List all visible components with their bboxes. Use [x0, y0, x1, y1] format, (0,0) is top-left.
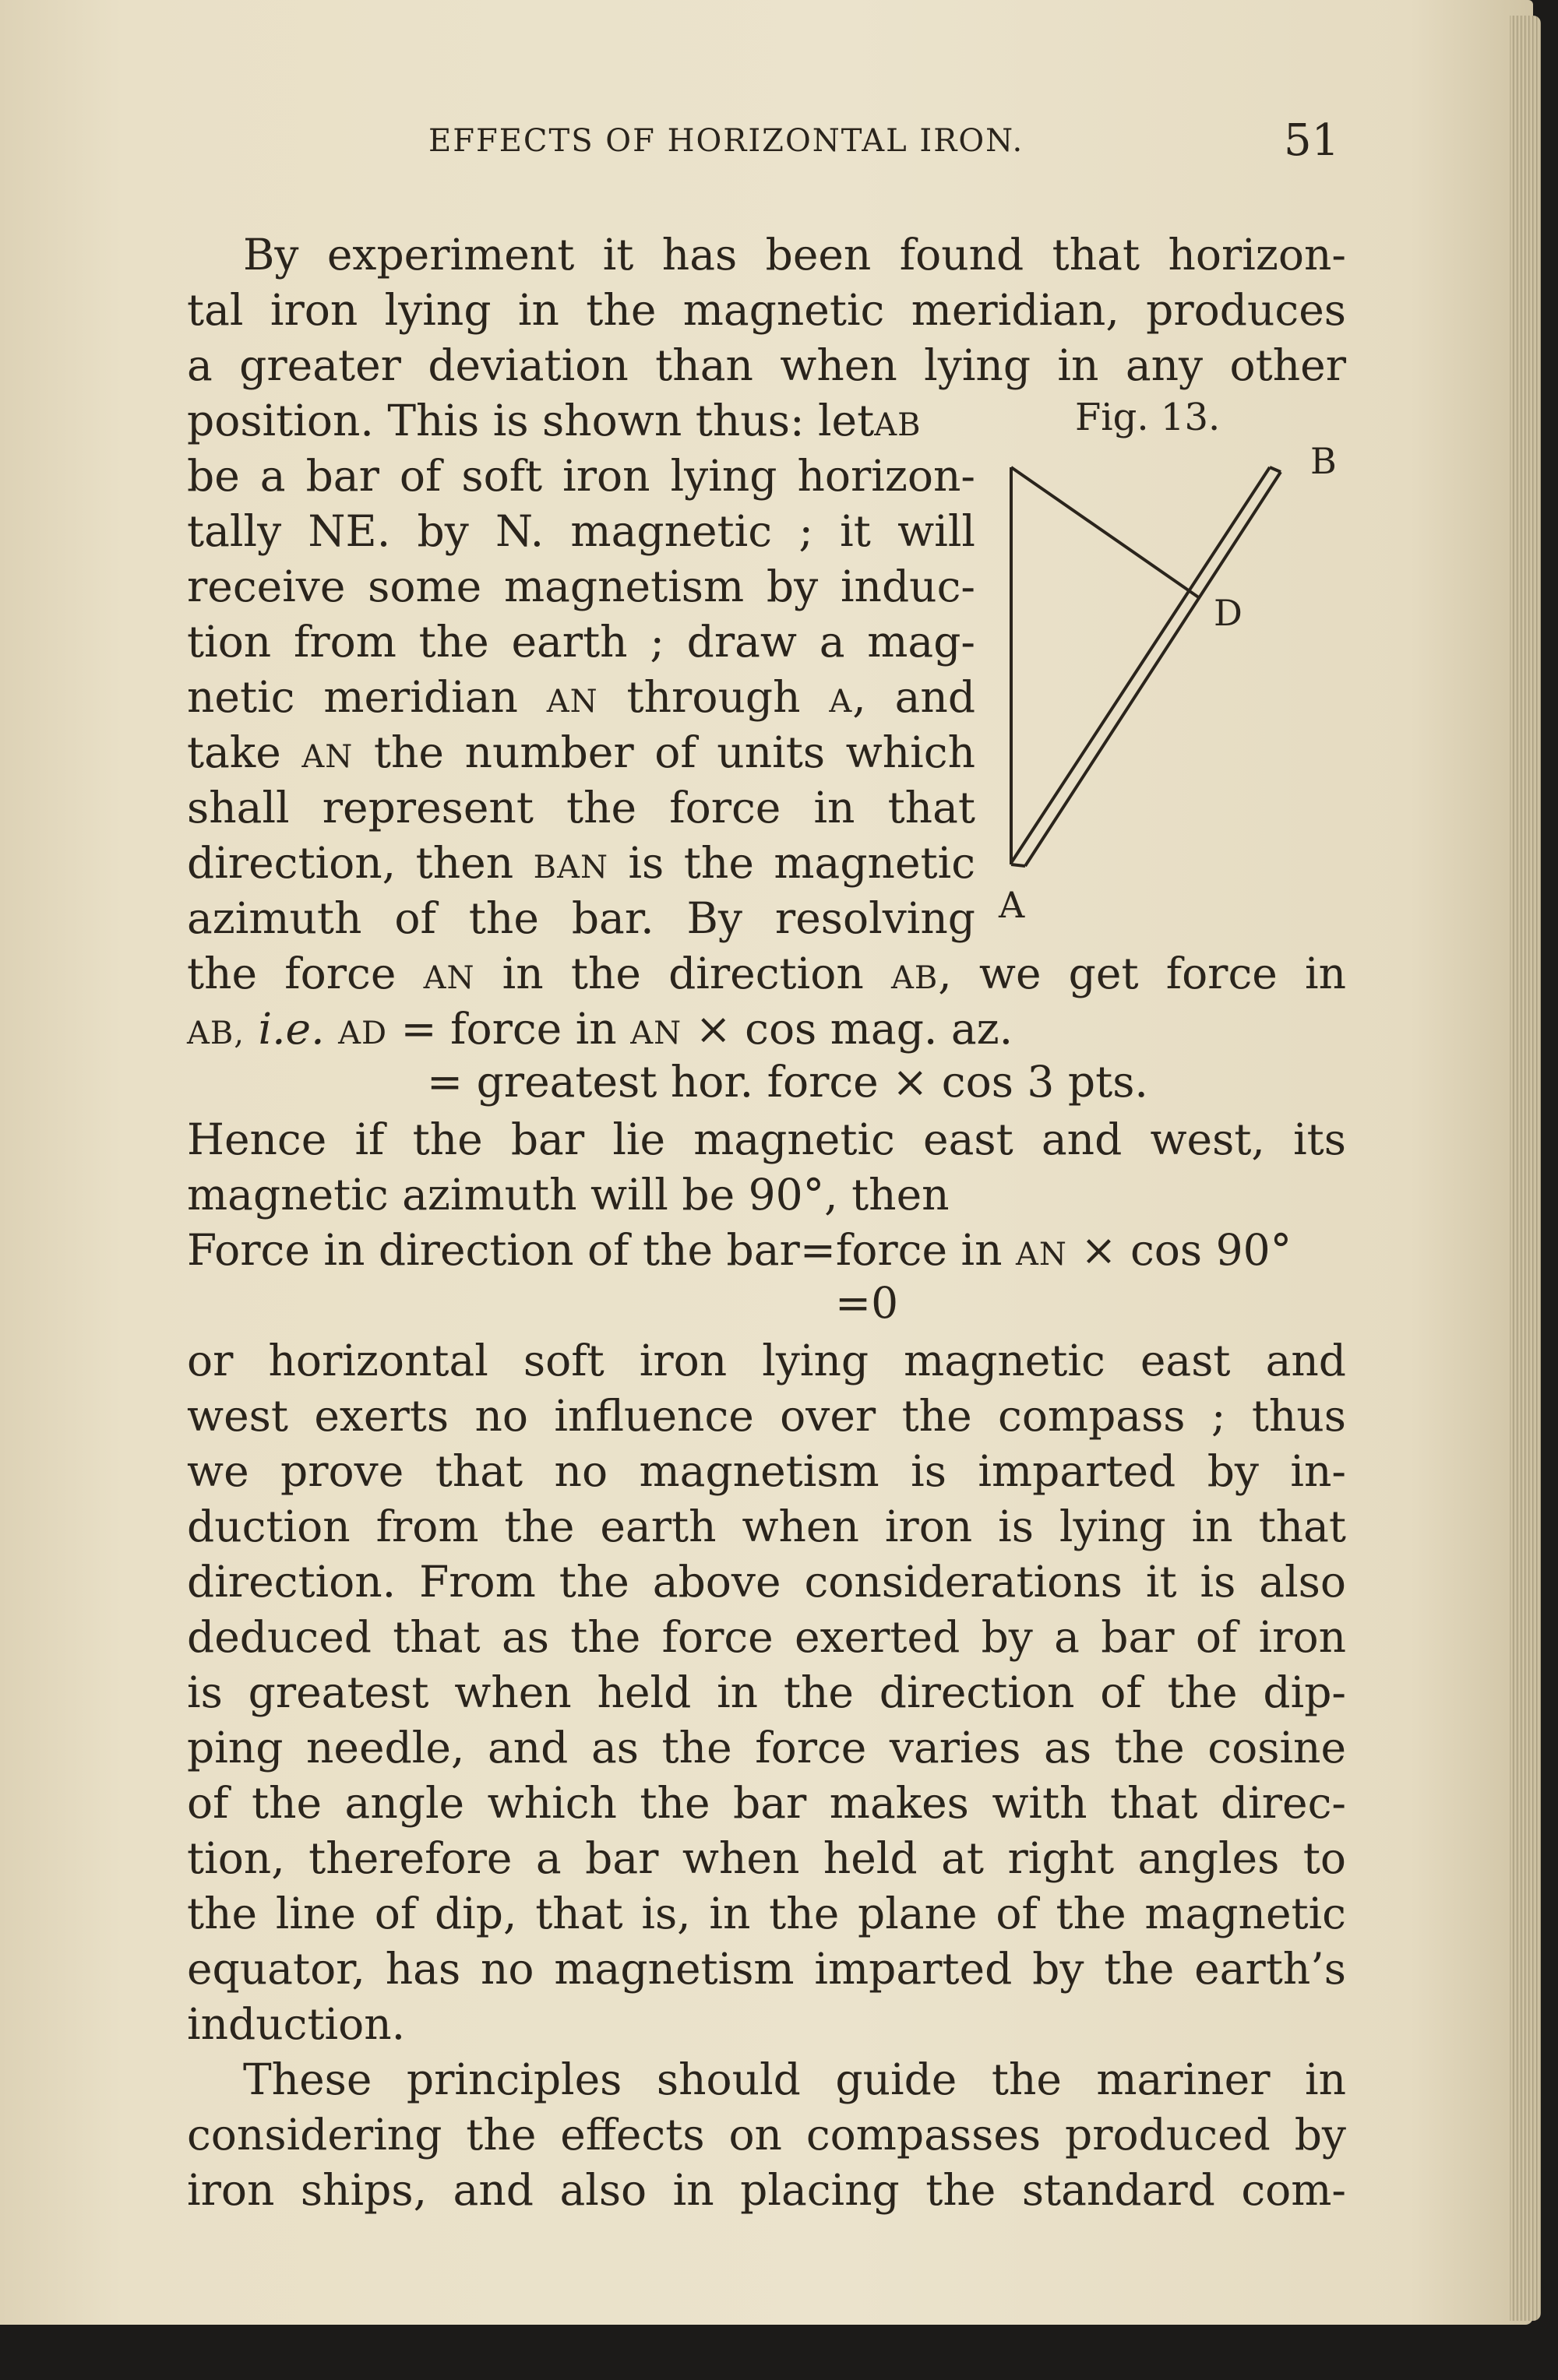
text-line-28: tion, therefore a bar when held at right angles to: [187, 1833, 1346, 1883]
text-line-1: By experiment it has been found that horizon-: [243, 230, 1346, 280]
perpendicular-line: [1011, 467, 1200, 598]
figure-label: Fig. 13.: [1075, 396, 1221, 439]
figure-13-diagram: [989, 436, 1363, 935]
text-line-24: deduced that as the force exerted by a bar of iron: [187, 1612, 1346, 1662]
page-number: 51: [1284, 115, 1340, 166]
page-edge: [1510, 16, 1541, 2321]
text-line-9: netic meridian AN through A, and: [187, 672, 976, 722]
equation-line-2: =0: [835, 1278, 899, 1328]
text-line-27: of the angle which the bar makes with that direc-: [187, 1778, 1346, 1828]
text-line-12: direction, then BAN is the magnetic: [187, 838, 975, 888]
iron-bar-edge-2: [1025, 472, 1281, 866]
text-line-34: iron ships, and also in placing the standard com-: [187, 2165, 1346, 2215]
text-line-21: we prove that no magnetism is imparted by in-: [187, 1446, 1346, 1496]
text-line-23: direction. From the above considerations it is also: [187, 1557, 1346, 1607]
text-line-33: considering the effects on compasses produced by: [187, 2110, 1346, 2160]
text-line-30: equator, has no magnetism imparted by the earth’s: [187, 1944, 1346, 1994]
point-label-b: B: [1310, 440, 1337, 482]
text-line-10: take AN the number of units which: [187, 727, 975, 777]
text-line-26: ping needle, and as the force varies as the cosine: [187, 1723, 1346, 1773]
text-line-5: be a bar of soft iron lying horizon-: [187, 451, 975, 501]
equation-line-1: = greatest hor. force × cos 3 pts.: [427, 1057, 1148, 1107]
iron-bar-end-b: [1270, 467, 1281, 472]
text-line-20: west exerts no influence over the compass ; thus: [187, 1391, 1346, 1441]
point-label-d: D: [1214, 592, 1243, 634]
text-line-3: a greater deviation than when lying in any other: [187, 340, 1346, 390]
text-line-7: receive some magnetism by induc-: [187, 562, 975, 611]
point-label-a: A: [999, 884, 1025, 926]
text-line-31: induction.: [187, 1999, 406, 2049]
text-line-11: shall represent the force in that: [187, 783, 975, 833]
iron-bar-edge-1: [1011, 467, 1270, 863]
text-line-13: azimuth of the bar. By resolving: [187, 893, 975, 943]
text-line-16: Hence if the bar lie magnetic east and west, its: [187, 1114, 1346, 1164]
text-line-4: position. This is shown thus: letAB: [187, 396, 922, 445]
text-line-22: duction from the earth when iron is lying in that: [187, 1502, 1346, 1551]
text-line-19: or horizontal soft iron lying magnetic east and: [187, 1336, 1346, 1385]
running-header: EFFECTS OF HORIZONTAL IRON.: [428, 123, 1024, 159]
text-line-29: the line of dip, that is, in the plane of the magnetic: [187, 1889, 1346, 1938]
text-line-15: AB, i.e. AD = force in AN × cos mag. az.: [187, 1004, 1013, 1054]
text-line-17: magnetic azimuth will be 90°, then: [187, 1170, 950, 1220]
iron-bar-end-a: [1011, 864, 1025, 866]
text-line-14: the force AN in the direction AB, we get force in: [187, 949, 1347, 998]
text-line-6: tally NE. by N. magnetic ; it will: [187, 506, 975, 556]
text-line-25: is greatest when held in the direction of the dip-: [187, 1667, 1346, 1717]
text-line-2: tal iron lying in the magnetic meridian, produces: [187, 285, 1346, 335]
text-line-32: These principles should guide the mariner in: [243, 2054, 1346, 2104]
text-line-8: tion from the earth ; draw a mag-: [187, 617, 975, 667]
text-line-18: Force in direction of the bar=force in AN × cos 90°: [187, 1225, 1292, 1275]
